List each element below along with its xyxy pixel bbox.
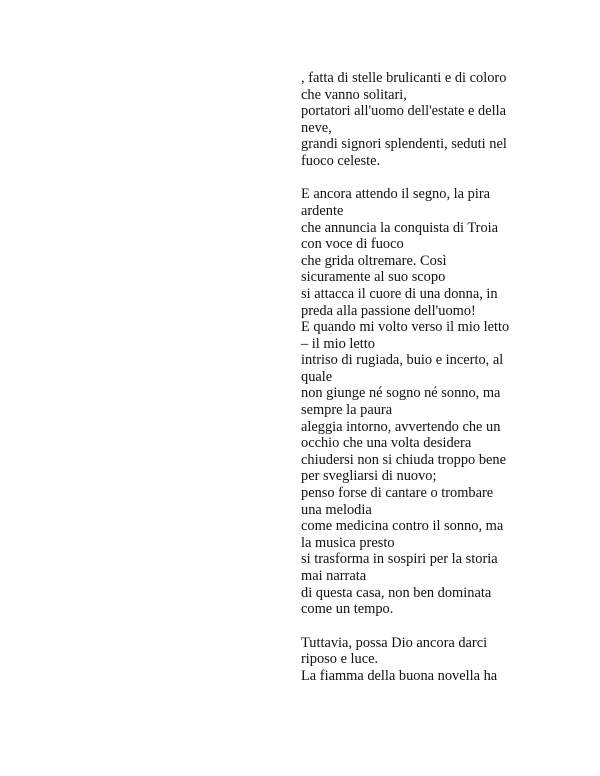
poem-line: una melodia [301,501,372,518]
poem-line: che grida oltremare. Così [301,252,447,269]
poem-line: mai narrata [301,568,367,585]
poem-line: preda alla passione dell'uomo! [301,302,476,319]
poem-line: che annuncia la conquista di Troia [301,219,499,236]
poem-line: per svegliarsi di nuovo; [301,468,437,485]
stanza [301,70,541,170]
poem-line: Tuttavia, possa Dio ancora darci [301,634,488,651]
poem-line: sempre la paura [301,402,393,419]
stanza [301,186,541,617]
poem-line: si attacca il cuore di una donna, in [301,285,498,302]
poem-line: si trasforma in sospiri per la storia [301,551,498,568]
poem-line: occhio che una volta desidera [301,435,472,452]
poem-line: non giunge né sogno né sonno, ma [301,385,501,402]
poem-line: intriso di rugiada, buio e incerto, al [301,352,504,369]
poem-line: portatori all'uomo dell'estate e della [301,103,506,120]
poem-line: con voce di fuoco [301,236,404,253]
poem-line: , fatta di stelle brulicanti e di coloro [301,70,507,86]
poem-line: E ancora attendo il segno, la pira [301,186,491,203]
poem-line: la musica presto [301,534,395,551]
poem-line: La fiamma della buona novella ha [301,667,498,684]
poem-line: penso forse di cantare o trombare [301,485,494,502]
poem-line: aleggia intorno, avvertendo che un [301,418,501,435]
poem-line: E quando mi volto verso il mio letto [301,319,510,336]
poem-text [301,70,541,701]
poem-line: ardente [301,202,344,219]
poem-line: di questa casa, non ben dominata [301,584,492,601]
poem-line: riposo e luce. [301,651,379,668]
stanza [301,635,541,685]
poem-line: come medicina contro il sonno, ma [301,518,504,535]
poem-line: fuoco celeste. [301,152,381,169]
poem-line: grandi signori splendenti, seduti nel [301,136,507,153]
poem-line: che vanno solitari, [301,86,407,103]
poem-line: sicuramente al suo scopo [301,269,446,286]
poem-line: chiudersi non si chiuda troppo bene [301,451,507,468]
poem-line: – il mio letto [301,335,375,352]
poem-line: come un tempo. [301,601,394,618]
poem-line: neve, [301,119,332,136]
poem-line: quale [301,368,333,385]
